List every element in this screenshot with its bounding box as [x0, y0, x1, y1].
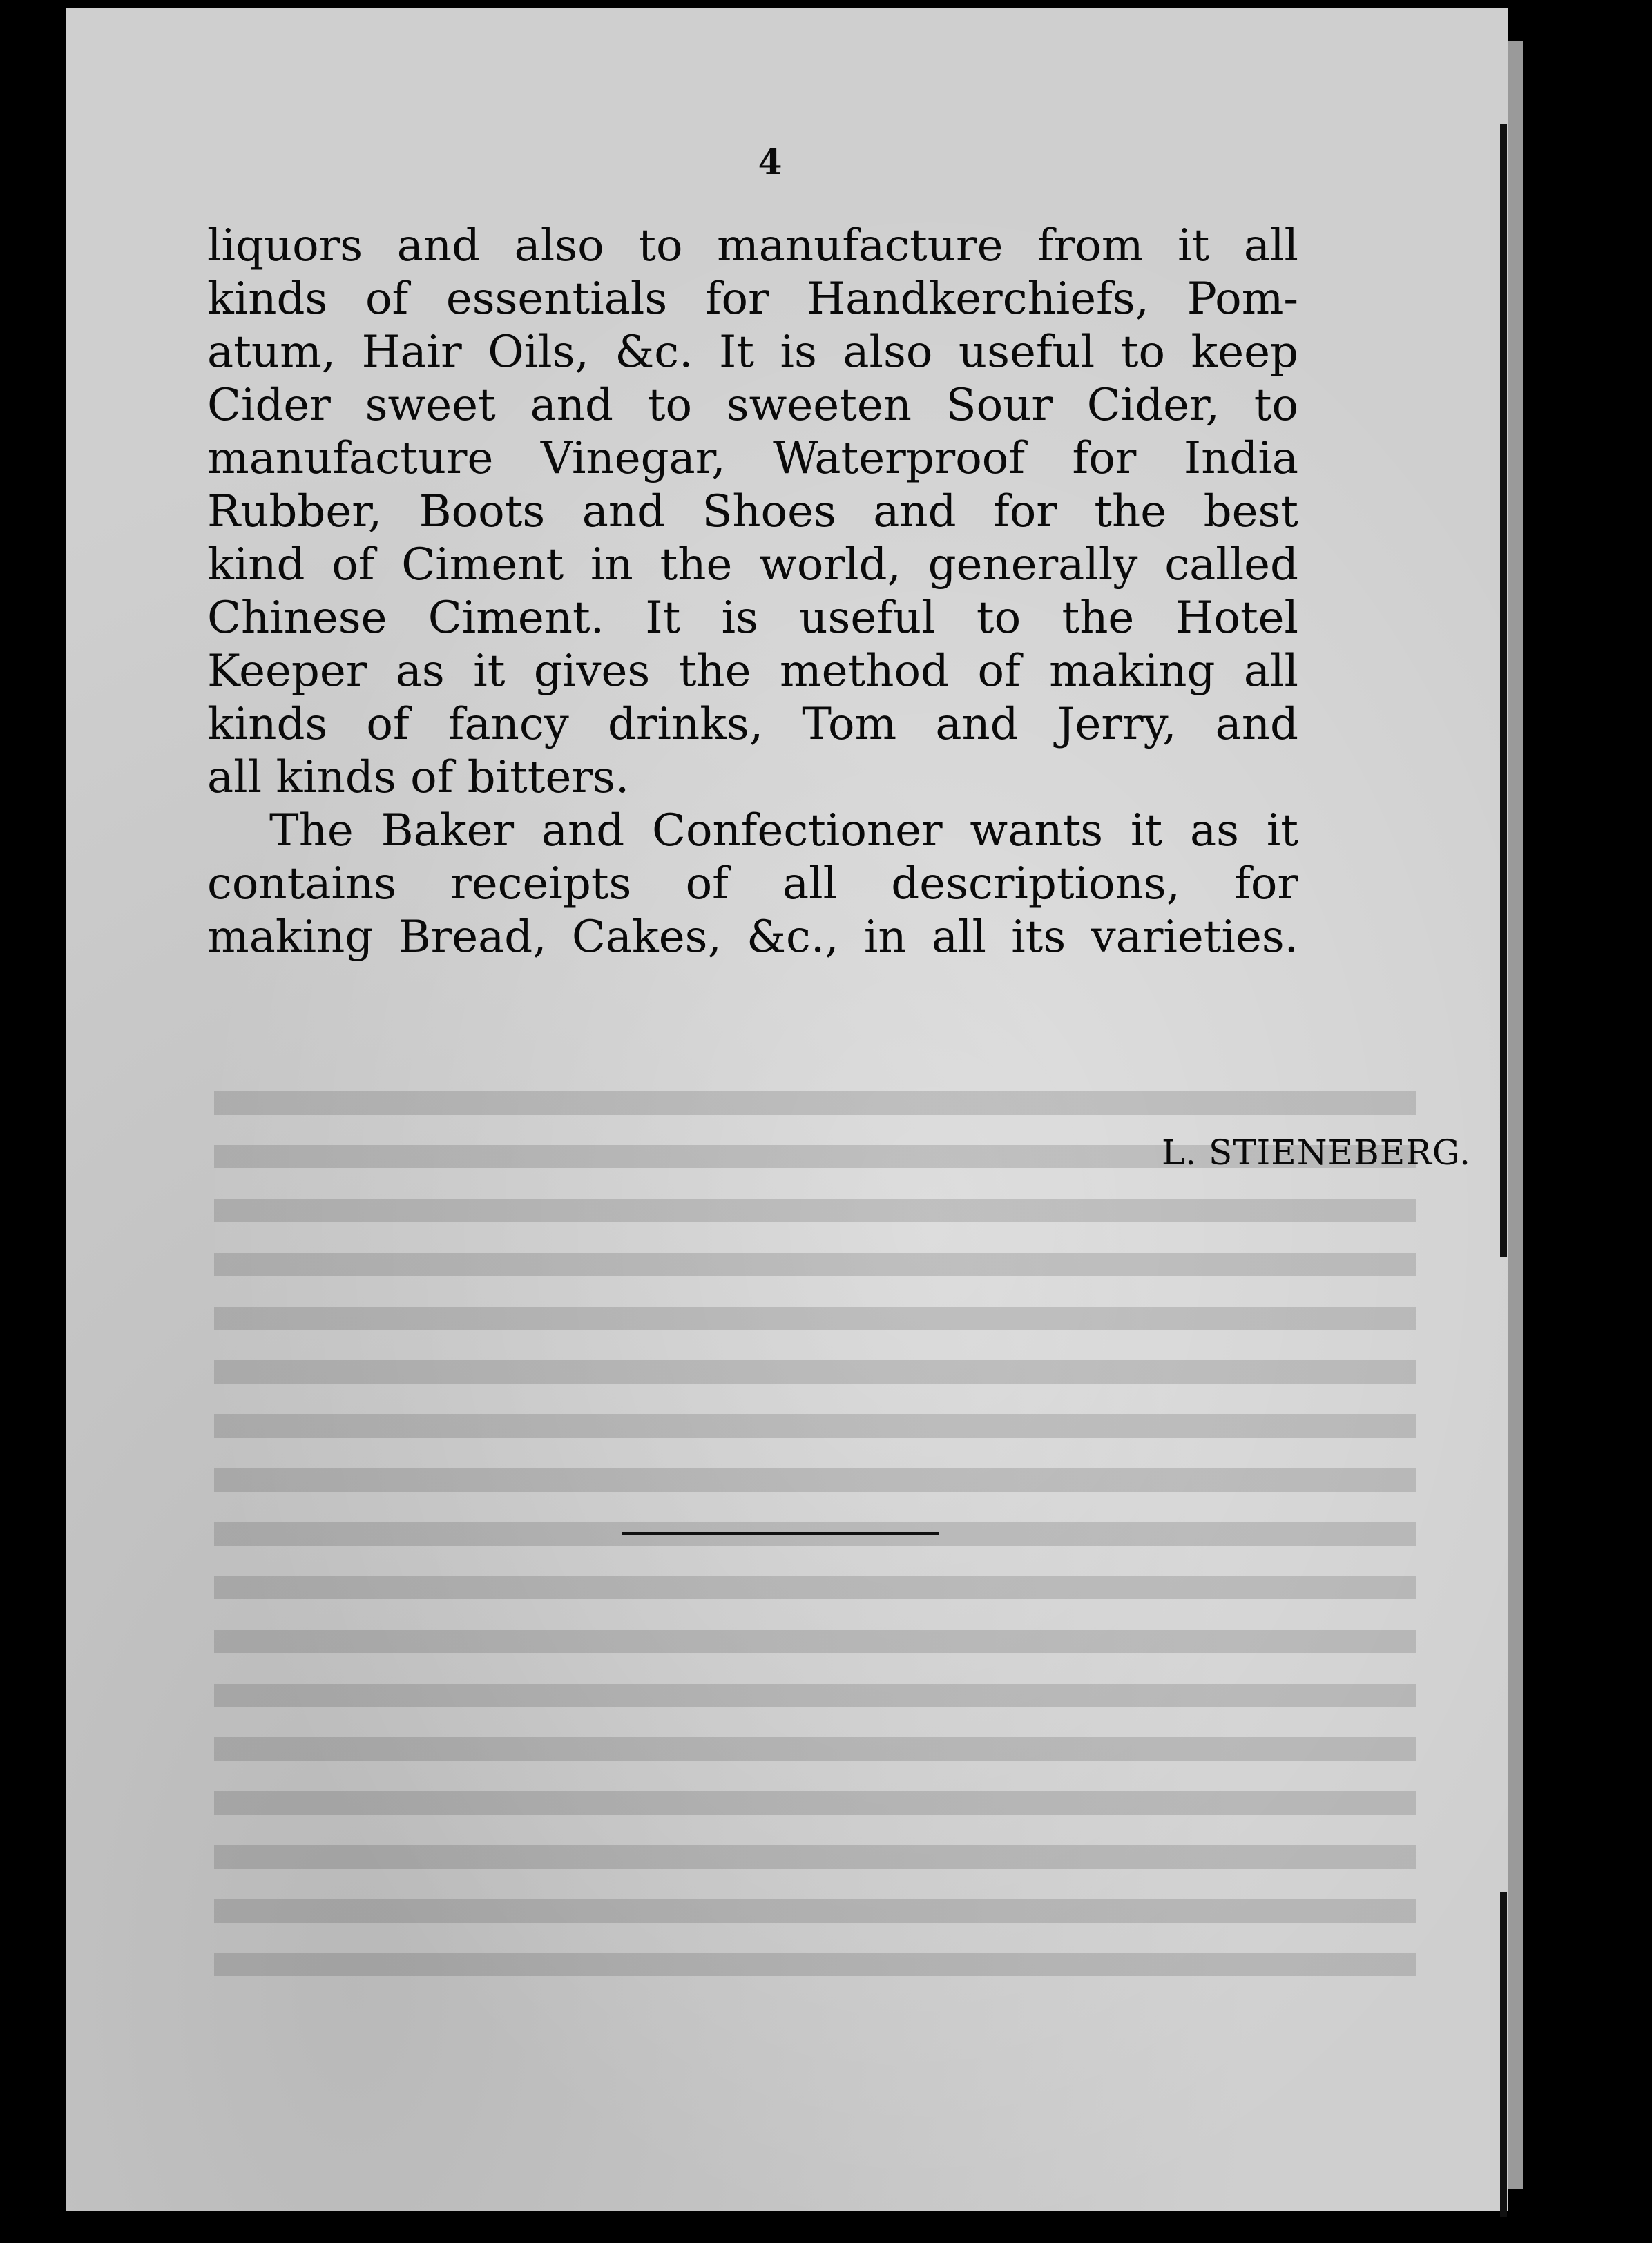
text-line: kinds of essentials for Handkerchiefs, Pom- — [207, 273, 1298, 325]
text-line: manufacture Vinegar, Waterproof for India — [207, 433, 1298, 484]
text-line: kinds of fancy drinks, Tom and Jerry, and — [207, 699, 1298, 750]
text-line: atum, Hair Oils, &c. It is also useful to keep — [207, 327, 1298, 378]
text-line: Cider sweet and to sweeten Sour Cider, to — [207, 380, 1298, 431]
text-line: Chinese Ciment. It is useful to the Hotel — [207, 593, 1298, 644]
text-line: Keeper as it gives the method of making all — [207, 646, 1298, 697]
page-number: 4 — [758, 142, 782, 182]
text-line: Rubber, Boots and Shoes and for the best — [207, 486, 1298, 537]
binding-edge-line-lower — [1500, 1892, 1507, 2217]
bleed-through-texture — [214, 1091, 1416, 1989]
text-line: contains receipts of all descriptions, for — [207, 858, 1298, 909]
text-line: liquors and also to manufacture from it all — [207, 220, 1298, 271]
text-line: kind of Ciment in the world, generally called — [207, 539, 1298, 590]
text-line: all kinds of bitters. — [207, 752, 630, 803]
binding-edge-line — [1500, 124, 1507, 1257]
text-block — [207, 220, 1298, 964]
text-line: making Bread, Cakes, &c., in all its varieties. — [207, 912, 1298, 963]
author-signature: L. STIENEBERG. — [1161, 1133, 1471, 1173]
section-divider-rule — [622, 1532, 939, 1535]
text-line: The Baker and Confectioner wants it as it — [269, 805, 1298, 856]
paper-edge — [1508, 41, 1523, 2189]
